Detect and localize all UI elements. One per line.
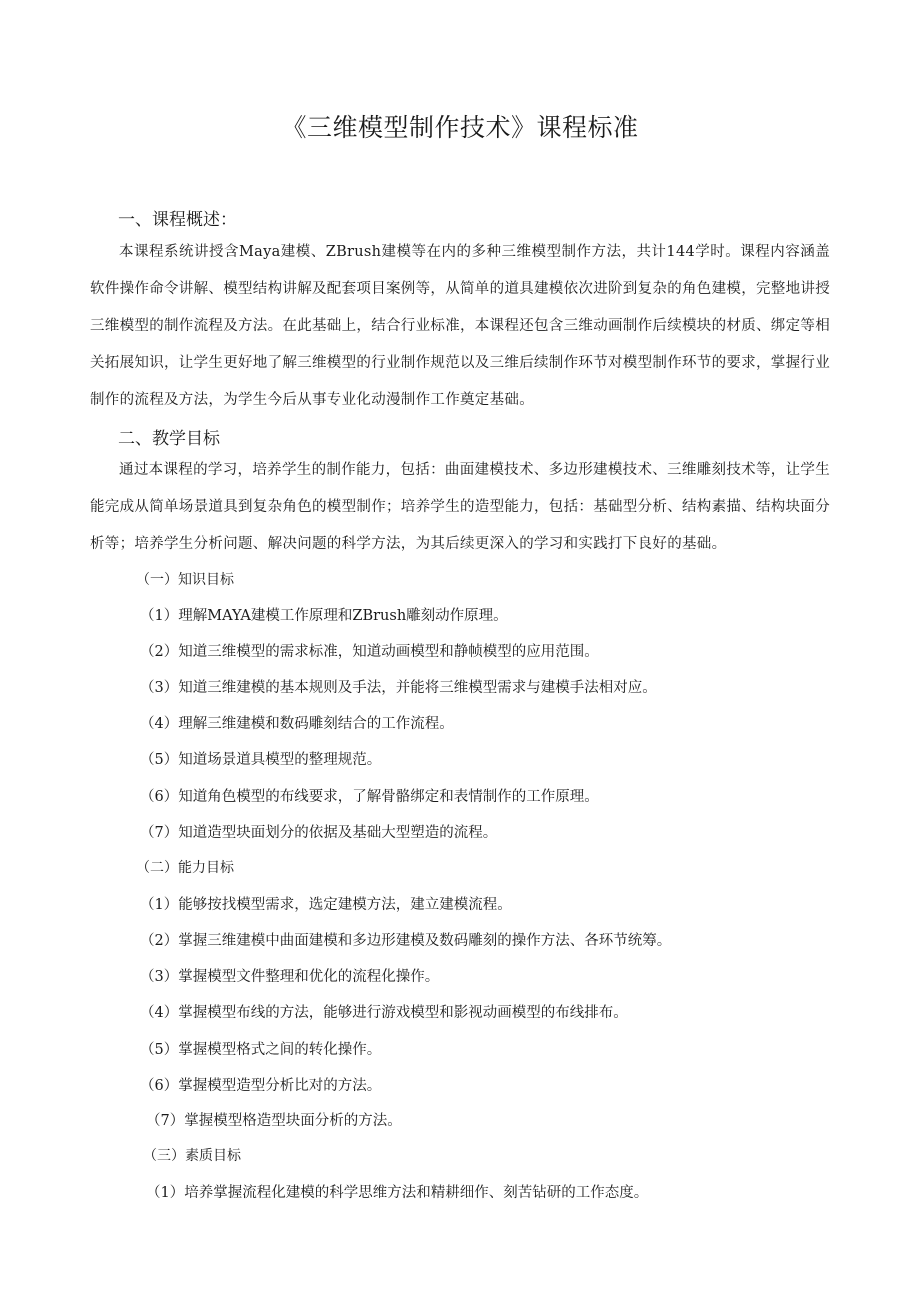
ability-item: （2）掌握三维建模中曲面建模和多边形建模及数码雕刻的操作方法、各环节统筹。 <box>140 933 672 949</box>
knowledge-item: （6）知道角色模型的布线要求，了解骨骼绑定和表情制作的工作原理。 <box>140 789 599 805</box>
knowledge-item: （7）知道造型块面划分的依据及基础大型塑造的流程。 <box>140 825 498 841</box>
document-title: 《三维模型制作技术》课程标准 <box>281 113 639 142</box>
quality-heading: （三）素质目标 <box>143 1148 241 1164</box>
ability-item: （6）掌握模型造型分析比对的方法。 <box>140 1078 382 1094</box>
ability-item: （5）掌握模型格式之间的转化操作。 <box>140 1042 382 1058</box>
knowledge-item: （3）知道三维建模的基本规则及手法，并能将三维模型需求与建模手法相对应。 <box>140 680 657 696</box>
ability-item: （7）掌握模型格造型块面分析的方法。 <box>146 1113 402 1129</box>
ability-heading: （二）能力目标 <box>136 860 234 876</box>
quality-item: （1）培养掌握流程化建模的科学思维方法和精耕细作、刻苦钻研的工作态度。 <box>146 1185 649 1201</box>
knowledge-heading: （一）知识目标 <box>136 572 234 588</box>
knowledge-item: （5）知道场景道具模型的整理规范。 <box>140 752 382 768</box>
section-heading-objectives: 二、教学目标 <box>118 429 220 449</box>
section-heading-overview: 一、课程概述： <box>118 210 237 230</box>
knowledge-item: （2）知道三维模型的需求标准，知道动画模型和静帧模型的应用范围。 <box>140 644 599 660</box>
ability-item: （1）能够按找模型需求，选定建模方法，建立建模流程。 <box>140 897 512 913</box>
objectives-paragraph: 通过本课程的学习，培养学生的制作能力，包括：曲面建模技术、多边形建模技术、三维雕刻技术等，让学生能完成从简单场景道具到复杂角色的模型制作；培养学生的造型能力，包括：基础型分析、结构素描、结构块面分析等；培养学生分析问题、解决问题的科学方法，为其后续更深入的学习和实践打下良好的基础。 <box>90 462 830 552</box>
knowledge-item: （4）理解三维建模和数码雕刻结合的工作流程。 <box>140 716 454 732</box>
knowledge-item: （1）理解MAYA建模工作原理和ZBrush雕刻动作原理。 <box>140 608 508 624</box>
overview-paragraph: 本课程系统讲授含Maya建模、ZBrush建模等在内的多种三维模型制作方法，共计144学时。课程内容涵盖软件操作命令讲解、模型结构讲解及配套项目案例等，从简单的道具建模依次进阶到复杂的角色建模，完整地讲授三维模型的制作流程及方法。在此基础上，结合行业标准，本课程还包含三维动画制作后续模块的材质、绑定等相关拓展知识，让学生更好地了解三维模型的行业制作规范以及三维后续制作环节对模型制作环节的要求，掌握行业制作的流程及方法，为学生今后从事专业化动漫制作工作奠定基础。 <box>90 244 830 408</box>
ability-item: （4）掌握模型布线的方法，能够进行游戏模型和影视动画模型的布线排布。 <box>140 1005 628 1021</box>
ability-item: （3）掌握模型文件整理和优化的流程化操作。 <box>140 969 440 985</box>
